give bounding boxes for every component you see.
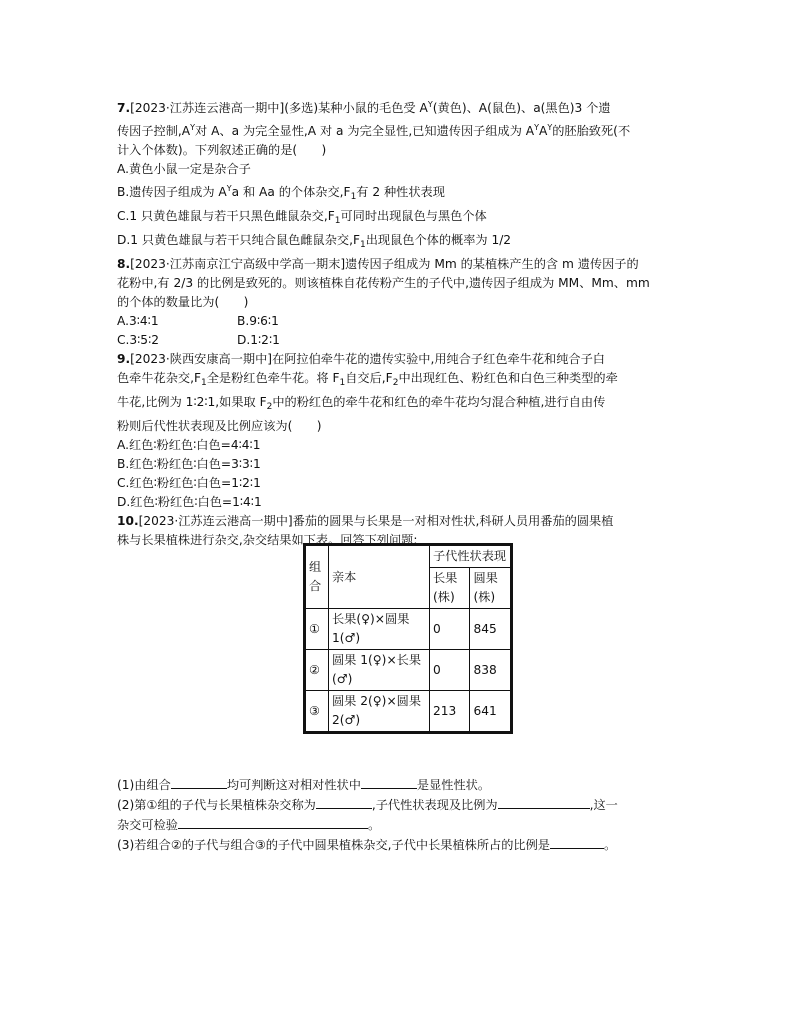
results-table [303,543,513,734]
option-d[interactable]: D.红色∶粉红色∶白色=1∶4∶1 [117,495,262,509]
option-a[interactable]: A.3∶4∶1 [117,314,159,328]
option-c[interactable]: C.3∶5∶2 [117,333,159,347]
option-b[interactable]: B.9∶6∶1 [237,314,279,328]
header-long: 长果(株) [430,568,470,609]
question-number: 7. [117,101,131,115]
question-number: 10. [117,514,139,528]
option-d[interactable]: D.1∶2∶1 [237,333,280,347]
option-a[interactable]: A.黄色小鼠一定是杂合子 [117,162,251,176]
question-number: 9. [117,352,131,366]
answer-blank[interactable] [171,775,227,789]
subquestion-1: (1)由组合 均可判断这对相对性状中 是显性性状。 (2)第①组的子代与长果植株杂交称为 ,子代性状表现及比例为 ,这一 杂交可检验 。 (3)若组合②的子代与组合③的子代中圆果植株杂交,子代中长果植株所占的比例是 。 [117,775,687,855]
question-8: 8.[2023·江苏南京江宁高级中学高一期末]遗传因子组成为 Mm 的某植株产生的含 m 遗传因子的 花粉中,有 2/3 的比例是致死的。则该植株自花传粉产生的子代中,遗传因子组成为 MM、Mm、mm 的个体的数量比为( ) A.3∶4∶1 B.9∶6∶1 C.3∶5∶2 D.1∶2∶1 [117,255,682,350]
answer-blank[interactable] [498,795,590,809]
question-7: 7.[2023·江苏连云港高一期中](多选)某种小鼠的毛色受 $A^Y$(黄色)、A(鼠色)、a(黑色)3 个遗 传因子控制$,A^Y$对 A、a 为完全显性,A 对 a 为完全显性,已知遗传因子组成为 $A^YA^Y$的胚胎致死(不 计入个体数)。下列叙述正确的是( ) A.黄色小鼠一定是杂合子 B.遗传因子组成为 $A^Ya$ 和 Aa 的个体杂交$,F_1$有 2 种性状表现 C.1 只黄色雄鼠与若干只黑色雌鼠杂交$,F_1$可同时出现鼠色与黑色个体 D.1 只黄色雄鼠与若干只纯合鼠色雌鼠杂交$,F_1$出现鼠色个体的概率为 1/2 [117,95,682,255]
question-9: 9.[2023·陕西安康高一期中]在阿拉伯牵牛花的遗传实验中,用纯合子红色牵牛花和纯合子白 色牵牛花杂交$,F_1$全是粉红色牵牛花。将 $F_1$自交后$,F_2$中出现红色、粉红色和白色三种类型的牵 牛花,比例为 1∶2∶1,如果取 $F_2$中的粉红色的牵牛花和红色的牵牛花均匀混合种植,进行自由传 粉则后代性状表现及比例应该为( ) A.红色∶粉红色∶白色=4∶4∶1 B.红色∶粉红色∶白色=3∶3∶1 C.红色∶粉红色∶白色=1∶2∶1 D.红色∶粉红色∶白色=1∶4∶1 [117,350,682,512]
questions-page [117,95,682,550]
table-row: ① 长果(♀)×圆果 1(♂) 0 845 [305,609,512,650]
question-number: 8. [117,257,131,271]
header-group: 组合 [305,545,329,609]
answer-blank[interactable] [178,815,368,829]
option-c[interactable]: C.红色∶粉红色∶白色=1∶2∶1 [117,476,261,490]
header-parent: 亲本 [329,545,430,609]
option-c[interactable]: C.1 只黄色雄鼠与若干只黑色雌鼠杂交$,F_1$可同时出现鼠色与黑色个体 [117,209,487,226]
option-b[interactable]: B.红色∶粉红色∶白色=3∶3∶1 [117,457,261,471]
header-offspring: 子代性状表现 [430,545,512,568]
table-row: ③ 圆果 2(♀)×圆果 2(♂) 213 641 [305,691,512,733]
header-round: 圆果(株) [470,568,512,609]
answer-blank[interactable] [361,775,417,789]
question-10: 10.[2023·江苏连云港高一期中]番茄的圆果与长果是一对相对性状,科研人员用番茄的圆果植 株与长果植株进行杂交,杂交结果如下表。回答下列问题: [117,514,614,547]
option-a[interactable]: A.红色∶粉红色∶白色=4∶4∶1 [117,438,261,452]
option-d[interactable]: D.1 只黄色雄鼠与若干只纯合鼠色雌鼠杂交$,F_1$出现鼠色个体的概率为 1/2 [117,233,512,250]
answer-blank[interactable] [316,795,372,809]
table-row: ② 圆果 1(♀)×长果(♂) 0 838 [305,650,512,691]
option-b[interactable]: B.遗传因子组成为 $A^Ya$ 和 Aa 的个体杂交$,F_1$有 2 种性状表现 [117,184,445,202]
answer-blank[interactable] [550,835,604,849]
